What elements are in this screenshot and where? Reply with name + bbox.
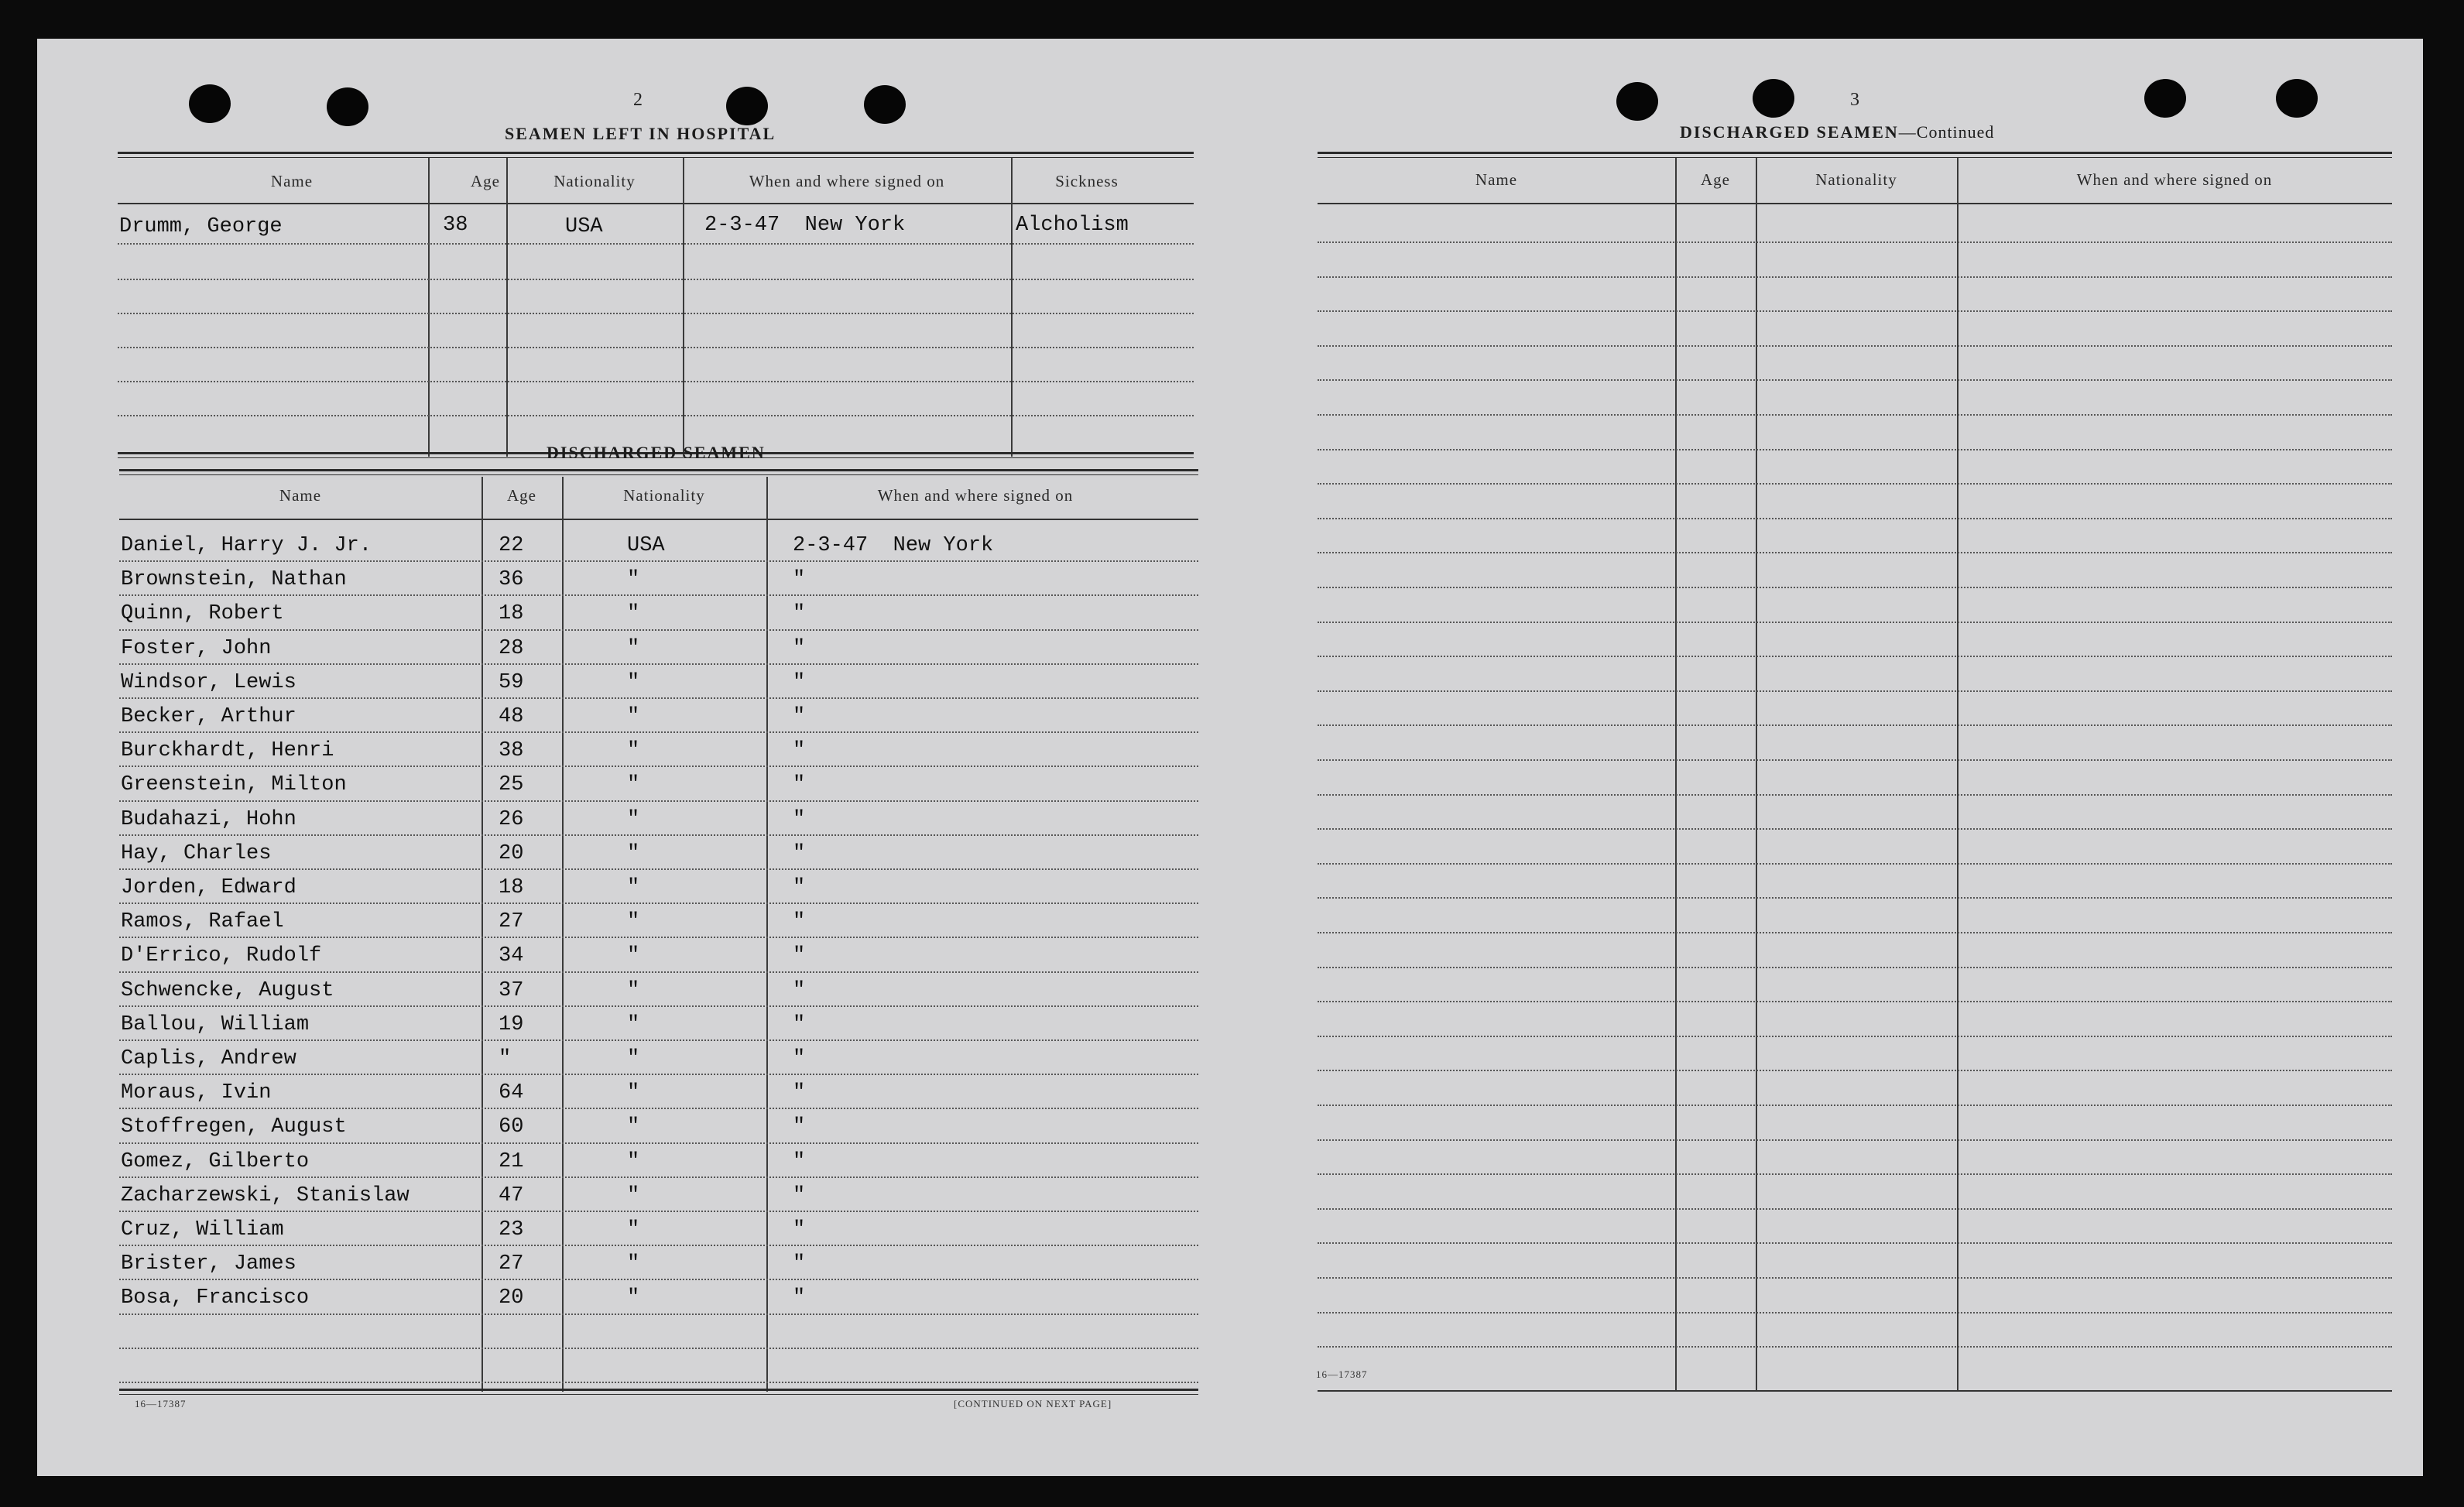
seaman-nationality: " [627,1047,640,1070]
ruled-line [1318,483,2392,485]
ruled-line [1318,276,2392,278]
seaman-signed-on: " [793,568,806,592]
ruled-line [119,1142,1198,1144]
ruled-line [119,868,1198,870]
column-header-nationality: Nationality [623,486,705,505]
ruled-line [119,1313,1198,1315]
ruled-line [1318,379,2392,381]
seaman-name: Windsor, Lewis [121,670,296,694]
ruled-line [1318,345,2392,347]
ruled-line [1318,724,2392,726]
seaman-signed-on: " [793,1183,806,1207]
page-number: 3 [1850,90,1859,110]
ruled-line [119,1039,1198,1041]
seaman-sickness: Alcholism [1016,214,1129,237]
seaman-nationality: " [627,841,640,865]
seaman-signed-on: " [793,1081,806,1105]
seaman-signed-on: " [793,876,806,899]
punch-hole [1753,79,1794,118]
seaman-nationality: " [627,1149,640,1173]
punch-hole [726,87,768,125]
seaman-signed-on: " [793,705,806,728]
seaman-age: 20 [499,1286,524,1310]
seaman-name: Brownstein, Nathan [121,568,347,592]
seaman-signed-on: " [793,636,806,660]
ruled-line [1318,794,2392,796]
form-number: 16—17387 [1316,1368,1368,1380]
seaman-name: Drumm, George [119,215,283,238]
seaman-nationality: " [627,1115,640,1139]
ruled-line [1318,1312,2392,1313]
ruled-line [1318,622,2392,623]
ruled-line [119,1279,1198,1280]
ruled-line [1318,1001,2392,1002]
column-header-sickness: Sickness [1055,172,1119,190]
seaman-age: 37 [499,978,524,1002]
hospital-section-title: SEAMEN LEFT IN HOSPITAL [505,124,776,143]
seaman-signed-on: " [793,841,806,865]
seaman-age: 36 [499,568,524,592]
column-header-name: Name [1475,170,1518,189]
seaman-age: 18 [499,602,524,626]
ruled-line [1318,1277,2392,1279]
seaman-age: 34 [499,944,524,968]
punch-hole [1616,82,1658,121]
seaman-age: 28 [499,636,524,660]
seaman-signed-on: " [793,1218,806,1242]
seaman-nationality: " [627,1081,640,1105]
punch-hole [2276,79,2318,118]
ruled-line [1318,414,2392,416]
ruled-line [119,1108,1198,1109]
seaman-nationality: USA [565,215,603,238]
ruled-line [1318,690,2392,692]
continued-note: [CONTINUED ON NEXT PAGE] [954,1398,1112,1409]
seaman-signed-on: 2-3-47 New York [793,534,994,557]
seaman-age: 27 [499,1252,524,1276]
column-header-nationality: Nationality [553,172,636,190]
seaman-name: D'Errico, Rudolf [121,944,322,968]
ruled-line [1318,1346,2392,1348]
seaman-name: Zacharzewski, Stanislaw [121,1183,410,1207]
ruled-line [1318,552,2392,553]
seaman-nationality: " [627,1183,640,1207]
seaman-age: 60 [499,1115,524,1139]
seaman-name: Burckhardt, Henri [121,739,334,763]
ruled-line [119,1005,1198,1007]
ruled-line [119,629,1198,631]
seaman-nationality: " [627,636,640,660]
seaman-name: Ramos, Rafael [121,910,284,934]
ruled-line [1318,310,2392,312]
seaman-name: Caplis, Andrew [121,1047,296,1070]
seaman-nationality: " [627,739,640,763]
seaman-nationality: " [627,773,640,797]
ruled-line [1318,241,2392,243]
ruled-line [1318,967,2392,968]
seaman-name: Moraus, Ivin [121,1081,272,1105]
ruled-line [1318,759,2392,761]
ruled-line [119,1382,1198,1383]
seaman-nationality: " [627,1012,640,1036]
seaman-age: 19 [499,1012,524,1036]
column-header-age: Age [471,172,500,190]
seaman-signed-on: " [793,1286,806,1310]
seaman-name: Brister, James [121,1252,296,1276]
seaman-nationality: " [627,1218,640,1242]
seaman-age: 59 [499,670,524,694]
seaman-name: Quinn, Robert [121,602,284,626]
seaman-age: 38 [499,739,524,763]
form-number: 16—17387 [135,1398,187,1409]
seaman-nationality: USA [627,534,665,557]
ruled-line [119,765,1198,767]
column-header-signed-on: When and where signed on [877,486,1074,505]
punch-hole [2144,79,2186,118]
ruled-line [1318,656,2392,657]
seaman-name: Gomez, Gilberto [121,1149,310,1173]
scanned-document [37,39,2423,1476]
seaman-signed-on: " [793,1149,806,1173]
seaman-age: 27 [499,910,524,934]
ruled-line [1318,587,2392,588]
ruled-line [119,560,1198,562]
seaman-age: 48 [499,705,524,728]
seaman-signed-on: " [793,807,806,831]
column-header-signed-on: When and where signed on [749,172,945,190]
seaman-name: Daniel, Harry J. Jr. [121,534,372,557]
continued-section-title [1680,122,1994,142]
seaman-signed-on: 2-3-47 New York [704,214,906,237]
ruled-line [119,1245,1198,1246]
column-header-age: Age [1701,170,1730,189]
ruled-line [119,1348,1198,1349]
seaman-signed-on: " [793,773,806,797]
seaman-name: Greenstein, Milton [121,773,347,797]
seaman-name: Bosa, Francisco [121,1286,310,1310]
ruled-line [1318,932,2392,933]
seaman-age: 64 [499,1081,524,1105]
seaman-nationality: " [627,807,640,831]
seaman-age: 20 [499,841,524,865]
ruled-line [1318,518,2392,519]
seaman-name: Becker, Arthur [121,705,296,728]
seaman-name: Hay, Charles [121,841,272,865]
seaman-age: 23 [499,1218,524,1242]
ruled-line [1318,1070,2392,1071]
ruled-line [1318,828,2392,830]
ruled-line [1318,1036,2392,1037]
seaman-signed-on: " [793,1047,806,1070]
ruled-line [119,1211,1198,1212]
ruled-line [119,1074,1198,1075]
seaman-nationality: " [627,1286,640,1310]
ruled-line [119,971,1198,973]
seaman-nationality: " [627,568,640,592]
seaman-signed-on: " [793,670,806,694]
ruled-line [1318,1105,2392,1106]
section-title-suffix: —Continued [1898,122,1995,142]
seaman-nationality: " [627,602,640,626]
seaman-signed-on: " [793,739,806,763]
ruled-line [1318,1173,2392,1175]
ruled-line [119,800,1198,802]
seaman-nationality: " [627,944,640,968]
seaman-nationality: " [627,670,640,694]
ruled-line [1318,863,2392,865]
seaman-nationality: " [627,705,640,728]
ruled-line [119,594,1198,596]
punch-hole [189,84,231,123]
seaman-signed-on: " [793,978,806,1002]
ruled-line [119,731,1198,733]
page-number: 2 [633,90,643,110]
ruled-line [119,697,1198,699]
column-header-signed-on: When and where signed on [2076,170,2273,189]
seaman-nationality: " [627,978,640,1002]
seaman-name: Cruz, William [121,1218,284,1242]
seaman-signed-on: " [793,1252,806,1276]
section-title-text: DISCHARGED SEAMEN [1680,122,1899,142]
seaman-signed-on: " [793,602,806,626]
seaman-signed-on: " [793,910,806,934]
seaman-signed-on: " [793,1012,806,1036]
seaman-name: Jorden, Edward [121,876,296,899]
seaman-nationality: " [627,876,640,899]
ruled-line [1318,1139,2392,1141]
seaman-name: Foster, John [121,636,272,660]
ruled-line [119,663,1198,665]
seaman-name: Budahazi, Hohn [121,807,296,831]
seaman-age: 22 [499,534,524,557]
column-header-name: Name [279,486,322,505]
ruled-line [1318,897,2392,899]
seaman-age: 26 [499,807,524,831]
seaman-age: 21 [499,1149,524,1173]
seaman-signed-on: " [793,1115,806,1139]
column-header-nationality: Nationality [1815,170,1897,189]
seaman-age: 18 [499,876,524,899]
ruled-line [1318,449,2392,450]
seaman-name: Schwencke, August [121,978,334,1002]
seaman-age: 47 [499,1183,524,1207]
seaman-nationality: " [627,910,640,934]
ruled-line [1318,1208,2392,1210]
punch-hole [864,85,906,124]
seaman-nationality: " [627,1252,640,1276]
column-header-age: Age [507,486,536,505]
ruled-line [119,834,1198,836]
column-header-name: Name [270,172,314,190]
ruled-line [119,1176,1198,1178]
seaman-signed-on: " [793,944,806,968]
punch-hole [327,87,368,126]
ruled-line [119,937,1198,938]
discharged-section-title: DISCHARGED SEAMEN [547,443,766,462]
ruled-line [119,902,1198,904]
seaman-age: 25 [499,773,524,797]
seaman-name: Stoffregen, August [121,1115,347,1139]
seaman-age: " [499,1047,512,1070]
seaman-name: Ballou, William [121,1012,310,1036]
seaman-age: 38 [443,214,468,237]
ruled-line [1318,1242,2392,1244]
